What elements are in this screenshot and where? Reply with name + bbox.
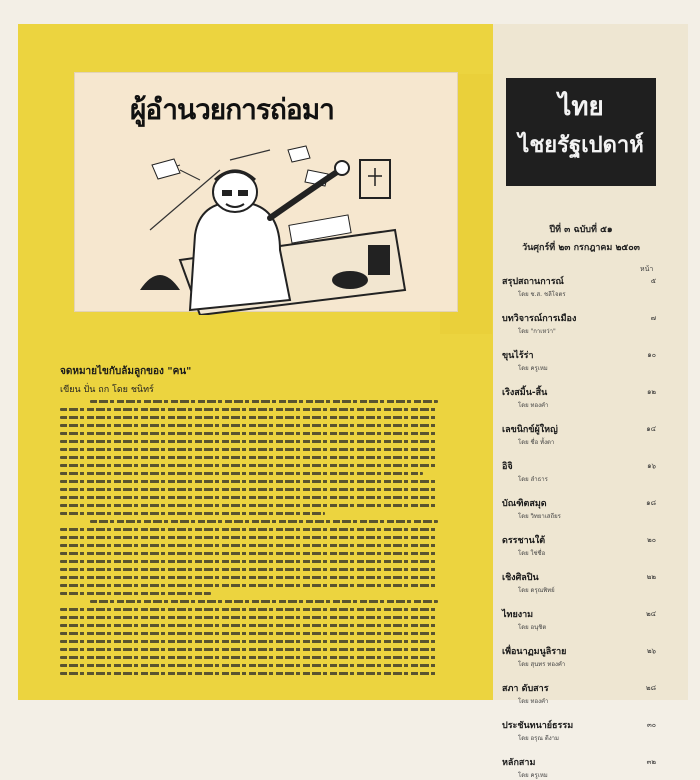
- toc-title: เลขนิกข์ผู้ใหญ่: [502, 425, 558, 435]
- toc-page: ๑๔: [646, 425, 656, 433]
- toc-item[interactable]: [500, 494, 660, 531]
- toc-author: โดย ทองคำ: [518, 402, 549, 409]
- toc-author: โดย ทองคำ: [518, 698, 549, 705]
- toc-item[interactable]: [500, 383, 660, 420]
- toc-page: ๑๖: [647, 462, 656, 470]
- toc-author: โดย อรุณ ดีงาม: [518, 735, 559, 742]
- magazine-masthead: [506, 78, 656, 186]
- toc-item[interactable]: [500, 420, 660, 457]
- toc-title: เริงสมิ้น-สิ้น: [502, 388, 548, 398]
- toc-item[interactable]: [500, 568, 660, 605]
- toc-title: เชิงศิลปิน: [502, 573, 539, 583]
- headline: ผู้อำนวยการถ่อมา: [130, 93, 334, 126]
- toc-page: ๒๐: [647, 536, 656, 544]
- toc-title: บัณฑิตสมุด: [502, 499, 547, 509]
- toc-page: ๓๐: [646, 721, 656, 729]
- toc-author: โดย ใช่ชื่อ: [518, 550, 546, 557]
- toc-item[interactable]: [500, 346, 660, 383]
- toc-author: โดย ครูเหม: [518, 365, 548, 372]
- toc-page: ๒๘: [645, 684, 656, 692]
- toc-item[interactable]: [500, 642, 660, 679]
- toc-author: โดย อนุชิต: [518, 624, 547, 631]
- toc-page: ๑๐: [647, 351, 656, 359]
- toc-item[interactable]: [500, 531, 660, 568]
- toc-title: เพื่อนาฏมนูลิราย: [502, 647, 567, 657]
- paragraph: [60, 520, 438, 595]
- toc-title: ขุนไร้ร่า: [502, 351, 534, 361]
- toc-item[interactable]: [500, 605, 660, 642]
- toc-author: โดย วิทยาเสถียร: [518, 513, 561, 520]
- toc-author: โดย "กาเหว่า": [518, 328, 556, 335]
- toc-title: หลักสาม: [502, 758, 536, 768]
- toc-page: ๓๒: [646, 758, 656, 766]
- toc-author: โดย ช.ส. ชลีโจตร: [518, 291, 566, 298]
- masthead-title-bottom: ไชยรัฐเปดาห์: [518, 133, 644, 158]
- toc-item[interactable]: [500, 457, 660, 494]
- toc-page: ๑๒: [646, 388, 656, 396]
- toc-title: ไทยงาม: [502, 610, 534, 620]
- issue-date: วันศุกร์ที่ ๒๓ กรกฎาคม ๒๕๐๓: [522, 243, 640, 253]
- article-title: จดหมายไขกับล้มลูกของ "คน": [60, 366, 192, 377]
- toc-author: โดย ดรุณพิทย์: [518, 587, 555, 594]
- toc-page: ๗: [650, 314, 656, 322]
- toc-author: โดย ครูเหม: [518, 772, 548, 779]
- article-body-text: [60, 400, 438, 696]
- toc-title: อิจิ: [502, 462, 513, 472]
- paragraph: [60, 600, 438, 675]
- toc-page: ๕: [650, 277, 656, 285]
- toc-author: โดย ชื่อ ทั้งตา: [518, 439, 555, 446]
- table-of-contents: [500, 272, 660, 779]
- toc-page: ๒๔: [646, 610, 656, 618]
- toc-item[interactable]: [500, 753, 660, 779]
- paragraph: [60, 400, 438, 515]
- toc-page: ๒๖: [646, 647, 656, 655]
- toc-page: ๒๒: [646, 573, 656, 581]
- toc-author: โดย ลำธาร: [518, 476, 548, 483]
- toc-item[interactable]: [500, 309, 660, 346]
- toc-title: สรุปสถานการณ์: [502, 277, 564, 287]
- toc-page: ๑๘: [646, 499, 656, 507]
- article-byline: เขียน ปั่น ถก โดย ชนิทร์: [60, 385, 154, 395]
- toc-item[interactable]: [500, 716, 660, 753]
- toc-item[interactable]: [500, 272, 660, 309]
- issue-number: ปีที่ ๓ ฉบับที่ ๕๑: [549, 225, 613, 235]
- toc-page-label: หน้า: [640, 265, 654, 273]
- masthead-title-top: ไทย: [558, 92, 604, 122]
- cartoon-man-at-desk-icon: [140, 140, 410, 315]
- toc-author: โดย สุนทร ทองคำ: [518, 661, 566, 668]
- toc-title: ประชันทนาย์ธรรม: [502, 721, 574, 731]
- toc-item[interactable]: [500, 679, 660, 716]
- toc-title: บทวิจารณ์การเมือง: [502, 314, 577, 324]
- toc-title: ดรรชานใต้: [502, 536, 546, 546]
- toc-title: สภา ดับสาร: [502, 684, 549, 694]
